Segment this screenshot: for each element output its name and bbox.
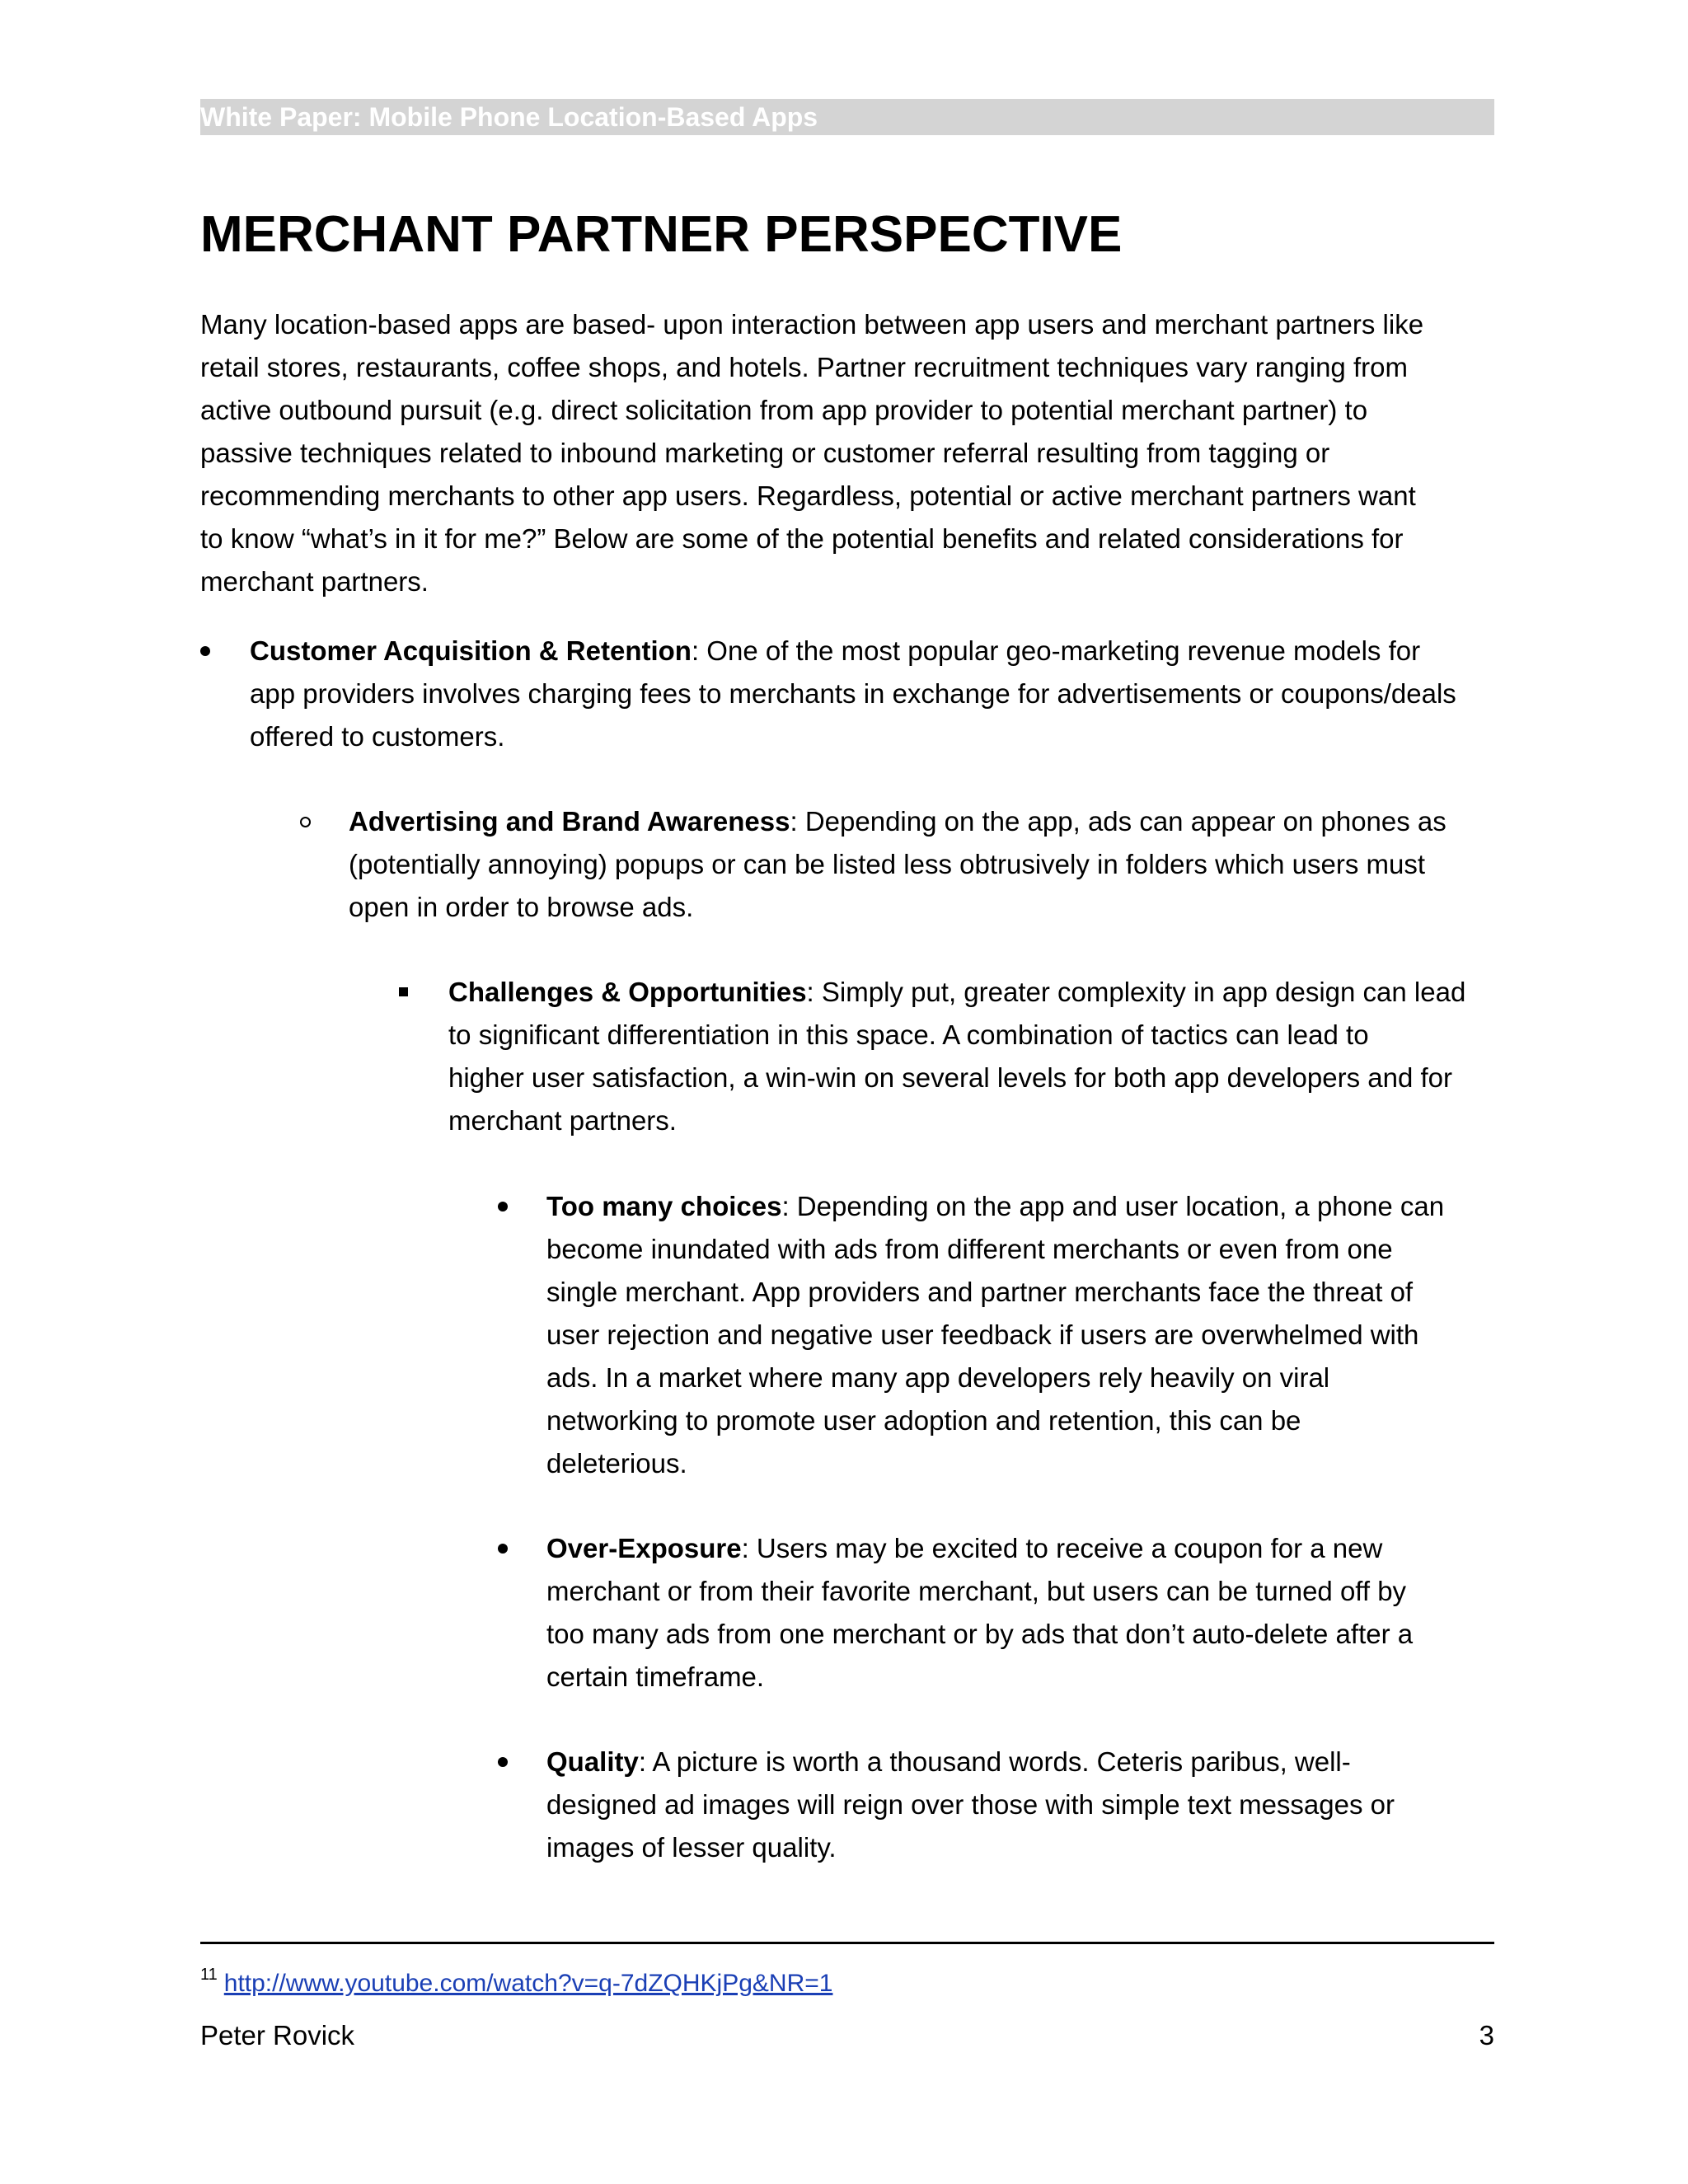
bullet-text: ads. In a market where many app developers rely heavily on viral [546, 1362, 1330, 1393]
bullet-text: : Simply put, greater complexity in app design can lead [806, 977, 1466, 1007]
bullet-text: : Users may be excited to receive a coupon for a new [741, 1533, 1383, 1563]
bullet-label: Challenges & Opportunities [448, 977, 807, 1007]
footnote-number: 11 [200, 1966, 218, 1984]
bullet-text: images of lesser quality. [546, 1832, 837, 1863]
bullet-text: to significant differentiation in this space. A combination of tactics can lead to [448, 1019, 1369, 1050]
bullet-text: : A picture is worth a thousand words. Ceteris paribus, well- [638, 1746, 1351, 1777]
footer-author: Peter Rovick [200, 2020, 355, 2050]
page-number: 3 [1479, 2020, 1494, 2050]
bullet-text: merchant or from their favorite merchant, but users can be turned off by [546, 1576, 1407, 1606]
running-header [200, 99, 1494, 135]
intro-line: retail stores, restaurants, coffee shops, and hotels. Partner recruitment techniques vary ranging from [200, 352, 1408, 382]
bullet-content [546, 1741, 1494, 1869]
bullet-text: : Depending on the app and user location, a phone can [781, 1191, 1445, 1221]
bullet-disc-icon [200, 646, 210, 656]
bullet-content [448, 971, 1494, 1142]
bullet-label: Customer Acquisition & Retention [250, 635, 692, 666]
bullet-text: : Depending on the app, ads can appear on phones as [790, 806, 1447, 837]
bullet-label: Quality [546, 1746, 639, 1777]
bullet-text: merchant partners. [448, 1105, 677, 1136]
bullet-text: single merchant. App providers and partner merchants face the threat of [546, 1277, 1414, 1307]
footnote-link[interactable]: http://www.youtube.com/watch?v=q-7dZQHKjPg&NR=1 [223, 1970, 833, 1997]
bullet-text: higher user satisfaction, a win-win on several levels for both app developers and for [448, 1062, 1453, 1093]
bullet-content [546, 1185, 1494, 1485]
bullet-text: (potentially annoying) popups or can be listed less obtrusively in folders which users must [349, 849, 1425, 879]
bullet-text: too many ads from one merchant or by ads that don’t auto-delete after a [546, 1619, 1414, 1649]
bullet-text: app providers involves charging fees to merchants in exchange for advertisements or coupons/deals [250, 678, 1456, 709]
bullet-content [546, 1527, 1494, 1699]
bullet-text: open in order to browse ads. [349, 892, 694, 922]
bullet-text: certain timeframe. [546, 1661, 765, 1692]
bullet-content [250, 630, 1494, 758]
intro-paragraph [200, 303, 1494, 603]
footnote [200, 1958, 1494, 2000]
bullet-circle-icon [300, 817, 311, 827]
bullet-text: become inundated with ads from different merchants or even from one [546, 1234, 1393, 1264]
bullet-disc-icon [498, 1202, 508, 1212]
bullet-text: user rejection and negative user feedback if users are overwhelmed with [546, 1319, 1419, 1350]
bullet-text: offered to customers. [250, 721, 505, 752]
bullet-label: Advertising and Brand Awareness [349, 806, 790, 837]
intro-line: recommending merchants to other app users. Regardless, potential or active merchant partners want [200, 480, 1416, 511]
bullet-label: Too many choices [546, 1191, 782, 1221]
bullet-text: designed ad images will reign over those with simple text messages or [546, 1789, 1395, 1820]
bullet-text: : One of the most popular geo-marketing revenue models for [691, 635, 1421, 666]
bullet-square-icon [399, 987, 408, 996]
intro-line: active outbound pursuit (e.g. direct solicitation from app provider to potential merchant partner) to [200, 395, 1368, 425]
intro-line: Many location-based apps are based- upon interaction between app users and merchant partners like [200, 309, 1424, 340]
bullet-disc-icon [498, 1757, 508, 1767]
intro-line: to know “what’s in it for me?” Below are some of the potential benefits and related considerations for [200, 523, 1404, 554]
section-title: MERCHANT PARTNER PERSPECTIVE [200, 206, 1123, 263]
bullet-text: deleterious. [546, 1448, 687, 1479]
bullet-content [349, 800, 1494, 929]
intro-line: passive techniques related to inbound marketing or customer referral resulting from tagging or [200, 438, 1330, 468]
running-header-text: White Paper: Mobile Phone Location-Based Apps [200, 102, 818, 132]
bullet-label: Over-Exposure [546, 1533, 742, 1563]
bullet-disc-icon [498, 1544, 508, 1554]
intro-line: merchant partners. [200, 566, 429, 597]
footnote-separator [200, 1942, 1494, 1944]
bullet-text: networking to promote user adoption and retention, this can be [546, 1405, 1301, 1436]
